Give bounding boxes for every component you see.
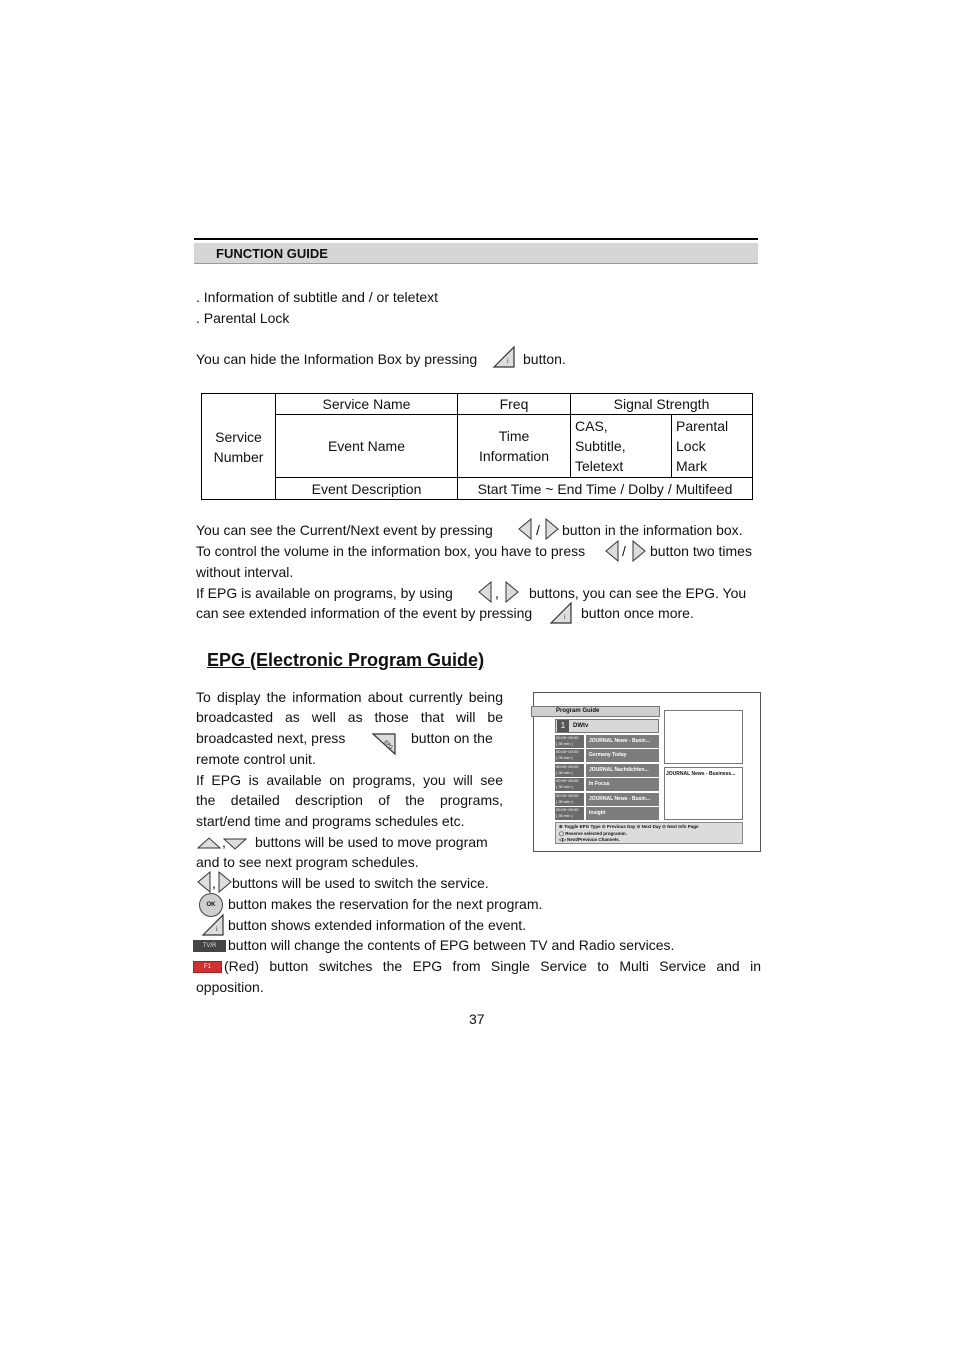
epg-line-1: To display the information about currently being [196,689,503,705]
epg-line-3: broadcasted next, press [196,730,346,746]
right-arrow-icon [218,871,232,893]
row-event: JOURNAL News - Busin... [586,793,659,806]
bullet-subtitle: . Information of subtitle and / or teletext [196,289,439,305]
section-title: FUNCTION GUIDE [216,246,328,261]
epg-button-icon [371,730,397,761]
epg-line-7: start/end time and programs schedules etc. [196,813,465,829]
svg-text:EPG: EPG [382,739,394,751]
row-event: Germany Today [586,749,659,762]
info-button-icon [201,913,225,937]
hide-info-text: You can hide the Information Box by pressing [196,351,478,367]
epg-heading: EPG (Electronic Program Guide) [207,650,485,670]
comma-1: , [495,585,499,601]
tv-radio-text: button will change the contents of EPG between TV and Radio services. [228,937,675,953]
leftright-text: buttons will be used to switch the service. [232,875,489,891]
cell-event-name: Event Name [276,415,458,478]
program-guide-preview [664,710,743,764]
red-button-text: (Red) button switches the EPG from Single Service to Multi Service and in [224,958,761,974]
left-arrow-icon [605,540,619,562]
info-button-icon [492,345,516,369]
right-arrow-icon [505,581,519,603]
cell-time-information: Time Information [458,415,571,478]
row-event: Insight [586,807,659,820]
left-arrow-icon [478,581,492,603]
row-event: JOURNAL Nachdichten... [586,764,659,777]
svg-text:i: i [216,926,218,933]
row-time: 00:00~00:00 ( 30 min ) [555,793,584,806]
hide-info-text-end: button. [523,351,566,367]
volume-text-end: button two times [650,543,752,559]
epg-line-3-end: button on the [411,730,493,746]
cell-cas: CAS, Subtitle, Teletext [571,415,672,478]
svg-text:i: i [507,358,509,365]
without-interval-text: without interval. [196,564,294,580]
ok-button-icon: OK [199,893,223,917]
extended-info-text-end: button once more. [581,605,694,621]
epg-line-2: broadcasted as well as those that will be [196,709,503,725]
cell-freq: Freq [458,394,571,415]
cell-service-name: Service Name [276,394,458,415]
row-time: 00:00~00:00 ( 30 min ) [555,764,584,777]
epg-available-text-end: buttons, you can see the EPG. You [529,585,747,601]
right-arrow-icon [632,540,646,562]
cell-parental-lock: Parental Lock Mark [672,415,753,478]
epg-line-4: remote control unit. [196,751,316,767]
tv-radio-button-icon: TV/R [193,940,226,952]
header-rule [194,238,758,240]
slash-1: / [536,522,540,538]
epg-line-5: If EPG is available on programs, you will see [196,772,503,788]
epg-line-6: the detailed description of the programs, [196,792,503,808]
comma-leftright: , [212,875,216,891]
program-guide-detail-text: JOURNAL News - Business... [666,771,736,777]
left-arrow-icon [197,871,211,893]
red-f1-button-icon: F1 [193,961,222,973]
page-number: 37 [469,1011,485,1027]
volume-text: To control the volume in the information box, you have to press [196,543,586,559]
epg-available-text: If EPG is available on programs, by using [196,585,453,601]
svg-text:i: i [564,614,566,621]
row-event: JOURNAL News - Busin... [586,735,659,748]
comma-updown: , [222,834,226,850]
right-arrow-icon [545,518,559,540]
cell-start-end-time: Start Time ~ End Time / Dolby / Multifeed [458,478,753,500]
bullet-parental-lock: . Parental Lock [196,310,290,326]
program-guide-legend: ⊕ Toggle EPG Type ⊙ Previous Day ⊙ Next Day ⊙ Next Info Page ◯ Reserve selected programm. ◁▷ Next/Previous Channels. [555,822,743,844]
extended-info-text: can see extended information of the event by pressing [196,605,533,621]
program-guide-channel-bar [555,719,659,733]
row-time: 00:00~00:00 ( 30 min ) [555,735,584,748]
row-time: 00:00~00:00 ( 30 min ) [555,749,584,762]
row-time: 00:00~00:00 ( 30 min ) [555,807,584,820]
updown-text: buttons will be used to move program [255,834,488,850]
cell-event-description: Event Description [276,478,458,500]
row-event: In Focus [586,778,659,791]
cell-service-number: Service Number [202,394,276,500]
current-next-text-end: button in the information box. [562,522,743,538]
channel-number: 1 [557,720,569,732]
current-next-text: You can see the Current/Next event by pressing [196,522,493,538]
slash-2: / [622,543,626,559]
row-time: 00:00~00:00 ( 30 min ) [555,778,584,791]
cell-signal-strength: Signal Strength [571,394,753,415]
updown-text-cont: and to see next program schedules. [196,854,419,870]
info-box-layout-table [201,393,753,500]
red-button-text-cont: opposition. [196,979,264,995]
channel-name: DWtv [573,723,589,729]
ok-text: button makes the reservation for the next program. [228,896,543,912]
info-button-icon [549,601,573,625]
info-text: button shows extended information of the event. [228,917,527,933]
left-arrow-icon [518,518,532,540]
program-guide-title: Program Guide [531,706,660,717]
